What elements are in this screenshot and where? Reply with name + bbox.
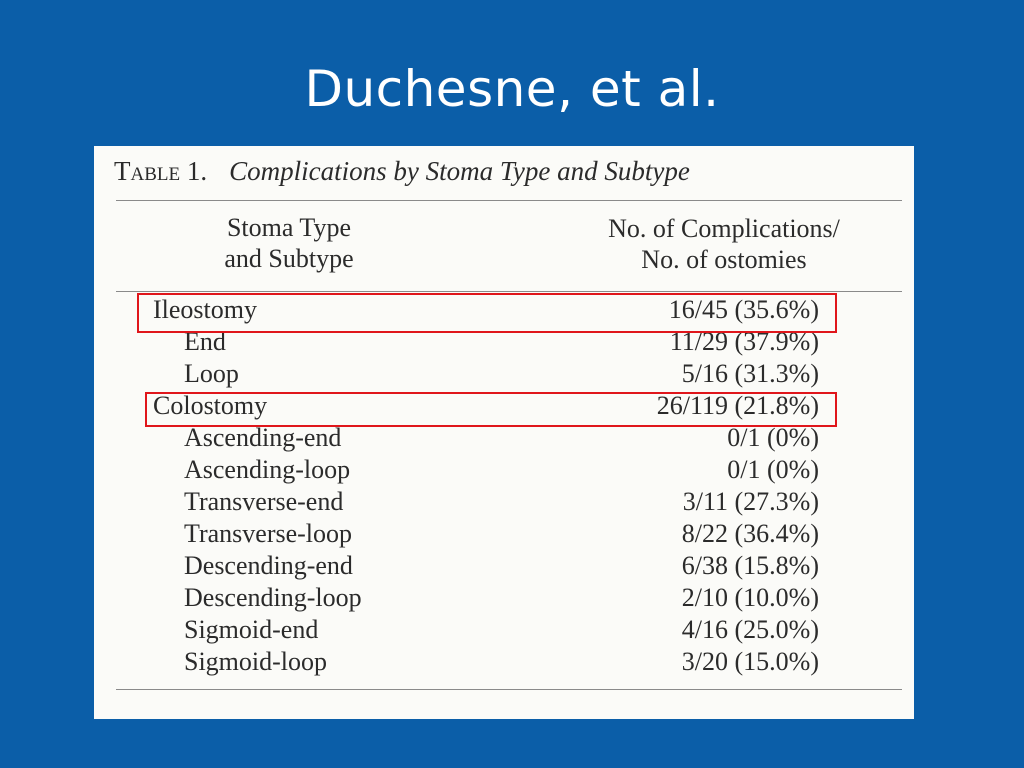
row-value: 2/10 (10.0%) xyxy=(681,583,819,612)
row-label: Sigmoid-loop xyxy=(184,647,328,676)
slide-title: Duchesne, et al. xyxy=(304,60,720,118)
table-caption xyxy=(114,156,690,187)
row-value: 3/11 (27.3%) xyxy=(682,487,819,516)
row-value: 6/38 (15.8%) xyxy=(681,551,819,580)
table-row xyxy=(94,358,914,390)
row-label: Descending-end xyxy=(184,551,353,580)
row-value: 3/20 (15.0%) xyxy=(681,647,819,676)
column-header-stoma-type: Stoma Type and Subtype xyxy=(224,213,354,273)
table-row xyxy=(94,614,914,646)
row-value: 11/29 (37.9%) xyxy=(669,327,819,356)
table-title: Complications by Stoma Type and Subtype xyxy=(229,156,690,186)
table-scan-image xyxy=(94,146,914,719)
table-row xyxy=(94,486,914,518)
row-value: 0/1 (0%) xyxy=(727,455,819,484)
column-header-complications: No. of Complications/ No. of ostomies xyxy=(608,214,840,274)
row-value: 4/16 (25.0%) xyxy=(681,615,819,644)
table-row xyxy=(94,518,914,550)
table-row xyxy=(94,646,914,678)
row-value: 5/16 (31.3%) xyxy=(681,359,819,388)
row-label: Colostomy xyxy=(153,391,268,420)
row-label: Transverse-end xyxy=(184,487,344,516)
row-value: 16/45 (35.6%) xyxy=(668,295,819,324)
row-label: Loop xyxy=(184,359,239,388)
table-body xyxy=(94,294,914,678)
top-rule xyxy=(116,200,902,201)
table-label: Table 1. xyxy=(114,156,208,186)
highlight-box-colostomy xyxy=(145,392,837,427)
row-value: 0/1 (0%) xyxy=(727,423,819,452)
row-label: Ascending-loop xyxy=(184,455,351,484)
bottom-rule xyxy=(116,689,902,690)
row-label: Ascending-end xyxy=(184,423,342,452)
row-value: 26/119 (21.8%) xyxy=(656,391,819,420)
header-rule xyxy=(116,291,902,292)
row-label: Ileostomy xyxy=(153,295,257,324)
table-row xyxy=(94,582,914,614)
row-label: Descending-loop xyxy=(184,583,362,612)
highlight-box-ileostomy xyxy=(137,293,837,333)
table-row xyxy=(94,454,914,486)
row-value: 8/22 (36.4%) xyxy=(681,519,819,548)
row-label: Transverse-loop xyxy=(184,519,353,548)
row-label: End xyxy=(184,327,226,356)
table-row xyxy=(94,550,914,582)
row-label: Sigmoid-end xyxy=(184,615,319,644)
